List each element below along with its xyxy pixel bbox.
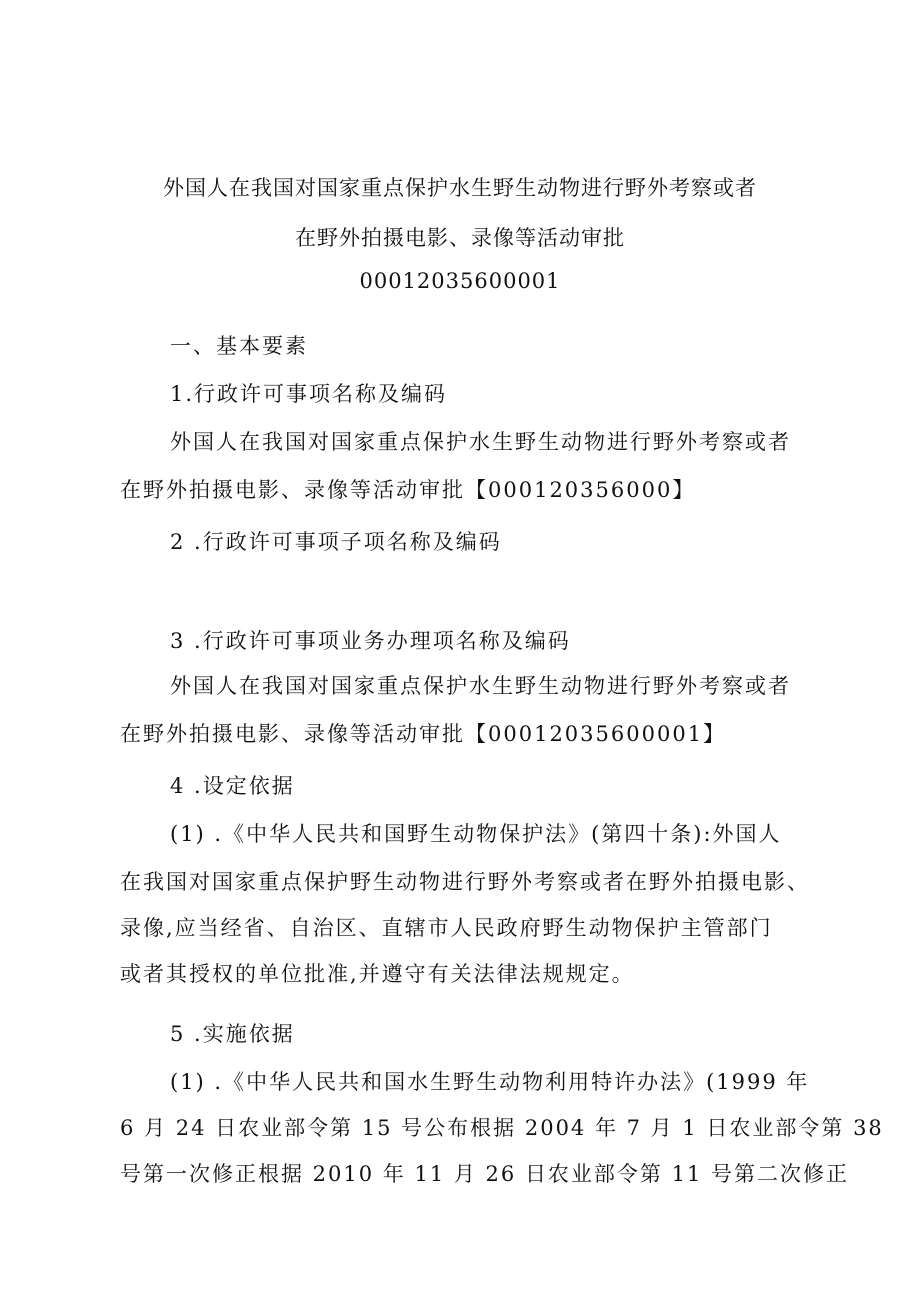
item1-text-line2: 在野外拍摄电影、录像等活动审批【000120356000】	[120, 478, 696, 502]
item5-text-line1: (1) .《中华人民共和国水生野生动物利用特许办法》(1999 年	[170, 1070, 810, 1094]
document-code: 00012035600001	[359, 269, 561, 293]
item3-label: 3 .行政许可事项业务办理项名称及编码	[170, 629, 571, 653]
item4-text-line1: (1) .《中华人民共和国野生动物保护法》(第四十条):外国人	[170, 822, 782, 846]
section-heading: 一、基本要素	[170, 334, 308, 358]
item1-text-line1: 外国人在我国对国家重点保护水生野生动物进行野外考察或者	[170, 430, 791, 454]
item5-text-line2: 6 月 24 日农业部令第 15 号公布根据 2004 年 7 月 1 日农业部令第 38	[120, 1116, 884, 1140]
item4-text-line2: 在我国对国家重点保护野生动物进行野外考察或者在野外拍摄电影、	[120, 870, 810, 894]
item5-text-line3: 号第一次修正根据 2010 年 11 月 26 日农业部令第 11 号第二次修正	[120, 1162, 850, 1186]
item2-label: 2 .行政许可事项子项名称及编码	[170, 530, 502, 554]
item3-text-line1: 外国人在我国对国家重点保护水生野生动物进行野外考察或者	[170, 674, 791, 698]
document-title-line1: 外国人在我国对国家重点保护水生野生动物进行野外考察或者	[163, 176, 757, 200]
item4-label: 4 .设定依据	[170, 774, 295, 798]
item4-text-line3: 录像,应当经省、自治区、直辖市人民政府野生动物保护主管部门	[120, 916, 773, 940]
document-title-line2: 在野外拍摄电影、录像等活动审批	[295, 226, 625, 250]
item4-text-line4: 或者其授权的单位批准,并遵守有关法律法规规定。	[120, 962, 635, 986]
item5-label: 5 .实施依据	[170, 1022, 295, 1046]
item3-text-line2: 在野外拍摄电影、录像等活动审批【00012035600001】	[120, 722, 727, 746]
item1-label: 1.行政许可事项名称及编码	[170, 382, 448, 406]
